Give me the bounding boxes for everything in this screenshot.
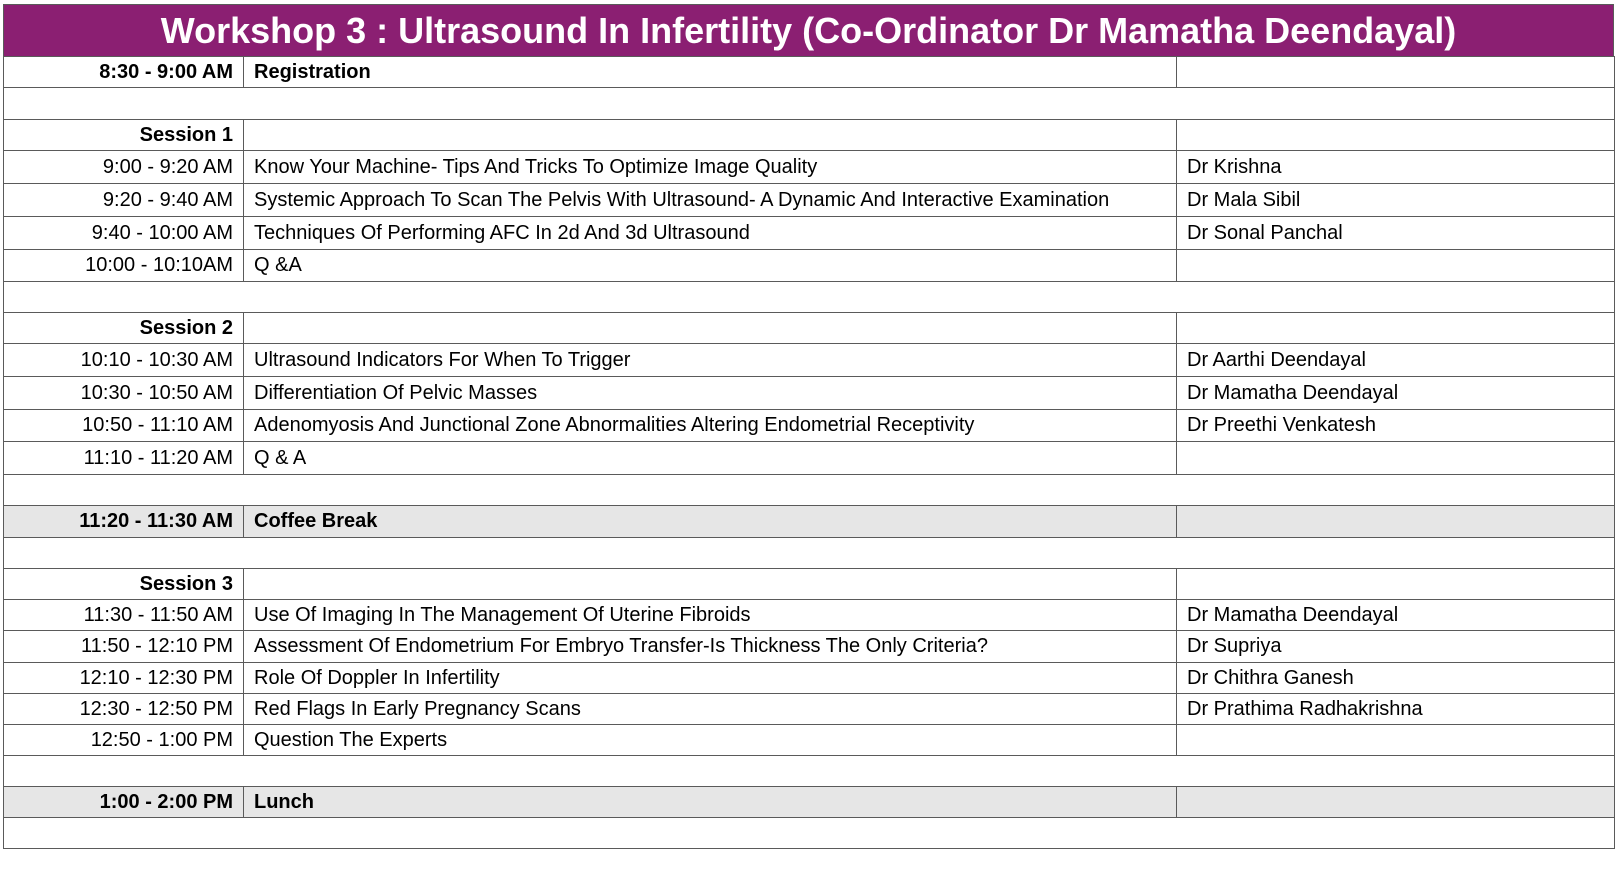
topic-cell: Know Your Machine- Tips And Tricks To Optimize Image Quality [244, 151, 1177, 184]
schedule-row [4, 787, 1615, 818]
blank-cell [4, 475, 1615, 506]
schedule-table [3, 56, 1615, 849]
topic-cell: Coffee Break [244, 506, 1177, 538]
topic-cell: Question The Experts [244, 725, 1177, 756]
speaker-cell: Dr Mamatha Deendayal [1177, 377, 1615, 410]
speaker-cell [1177, 57, 1615, 88]
topic-cell [244, 120, 1177, 151]
speaker-cell: Dr Mala Sibil [1177, 184, 1615, 217]
time-cell: 10:00 - 10:10AM [4, 250, 244, 282]
speaker-cell: Dr Krishna [1177, 151, 1615, 184]
time-cell: 12:10 - 12:30 PM [4, 663, 244, 694]
topic-cell: Role Of Doppler In Infertility [244, 663, 1177, 694]
time-cell: 11:30 - 11:50 AM [4, 600, 244, 631]
spacer-row [4, 756, 1615, 787]
time-cell: 10:10 - 10:30 AM [4, 344, 244, 377]
topic-cell: Differentiation Of Pelvic Masses [244, 377, 1177, 410]
blank-cell [4, 88, 1615, 120]
schedule-sheet [3, 4, 1614, 849]
time-cell: Session 3 [4, 569, 244, 600]
speaker-cell [1177, 569, 1615, 600]
schedule-row [4, 377, 1615, 410]
time-cell: 11:10 - 11:20 AM [4, 442, 244, 475]
schedule-row [4, 725, 1615, 756]
topic-cell [244, 313, 1177, 344]
topic-cell: Systemic Approach To Scan The Pelvis With Ultrasound- A Dynamic And Interactive Examination [244, 184, 1177, 217]
topic-cell: Lunch [244, 787, 1177, 818]
topic-cell: Adenomyosis And Junctional Zone Abnormalities Altering Endometrial Receptivity [244, 410, 1177, 442]
topic-cell: Q & A [244, 442, 1177, 475]
schedule-row [4, 250, 1615, 282]
time-cell: 12:30 - 12:50 PM [4, 694, 244, 725]
schedule-row [4, 506, 1615, 538]
time-cell: 9:40 - 10:00 AM [4, 217, 244, 250]
speaker-cell [1177, 120, 1615, 151]
schedule-row [4, 410, 1615, 442]
schedule-row [4, 663, 1615, 694]
blank-cell [4, 538, 1615, 569]
time-cell: 9:00 - 9:20 AM [4, 151, 244, 184]
schedule-row [4, 57, 1615, 88]
schedule-row [4, 184, 1615, 217]
speaker-cell: Dr Chithra Ganesh [1177, 663, 1615, 694]
spacer-row [4, 818, 1615, 849]
topic-cell: Registration [244, 57, 1177, 88]
blank-cell [4, 756, 1615, 787]
topic-cell: Use Of Imaging In The Management Of Uterine Fibroids [244, 600, 1177, 631]
speaker-cell [1177, 250, 1615, 282]
time-cell: 9:20 - 9:40 AM [4, 184, 244, 217]
time-cell: 10:30 - 10:50 AM [4, 377, 244, 410]
speaker-cell: Dr Aarthi Deendayal [1177, 344, 1615, 377]
blank-cell [4, 282, 1615, 313]
time-cell: 11:50 - 12:10 PM [4, 631, 244, 663]
schedule-row [4, 694, 1615, 725]
speaker-cell [1177, 442, 1615, 475]
speaker-cell: Dr Sonal Panchal [1177, 217, 1615, 250]
topic-cell: Assessment Of Endometrium For Embryo Transfer-Is Thickness The Only Criteria? [244, 631, 1177, 663]
schedule-row [4, 344, 1615, 377]
time-cell: 12:50 - 1:00 PM [4, 725, 244, 756]
speaker-cell [1177, 787, 1615, 818]
topic-cell: Q &A [244, 250, 1177, 282]
spacer-row [4, 88, 1615, 120]
time-cell: 10:50 - 11:10 AM [4, 410, 244, 442]
speaker-cell: Dr Preethi Venkatesh [1177, 410, 1615, 442]
schedule-row [4, 313, 1615, 344]
speaker-cell [1177, 506, 1615, 538]
topic-cell [244, 569, 1177, 600]
spacer-row [4, 282, 1615, 313]
spacer-row [4, 475, 1615, 506]
blank-cell [4, 818, 1615, 849]
schedule-row [4, 151, 1615, 184]
speaker-cell: Dr Prathima Radhakrishna [1177, 694, 1615, 725]
time-cell: Session 2 [4, 313, 244, 344]
spacer-row [4, 538, 1615, 569]
time-cell: Session 1 [4, 120, 244, 151]
speaker-cell: Dr Mamatha Deendayal [1177, 600, 1615, 631]
topic-cell: Ultrasound Indicators For When To Trigger [244, 344, 1177, 377]
speaker-cell [1177, 725, 1615, 756]
workshop-title: Workshop 3 : Ultrasound In Infertility (Co-Ordinator Dr Mamatha Deendayal) [3, 4, 1614, 56]
schedule-row [4, 217, 1615, 250]
time-cell: 8:30 - 9:00 AM [4, 57, 244, 88]
time-cell: 11:20 - 11:30 AM [4, 506, 244, 538]
schedule-row [4, 631, 1615, 663]
topic-cell: Techniques Of Performing AFC In 2d And 3d Ultrasound [244, 217, 1177, 250]
time-cell: 1:00 - 2:00 PM [4, 787, 244, 818]
topic-cell: Red Flags In Early Pregnancy Scans [244, 694, 1177, 725]
schedule-row [4, 120, 1615, 151]
speaker-cell: Dr Supriya [1177, 631, 1615, 663]
schedule-row [4, 569, 1615, 600]
schedule-row [4, 442, 1615, 475]
speaker-cell [1177, 313, 1615, 344]
schedule-row [4, 600, 1615, 631]
